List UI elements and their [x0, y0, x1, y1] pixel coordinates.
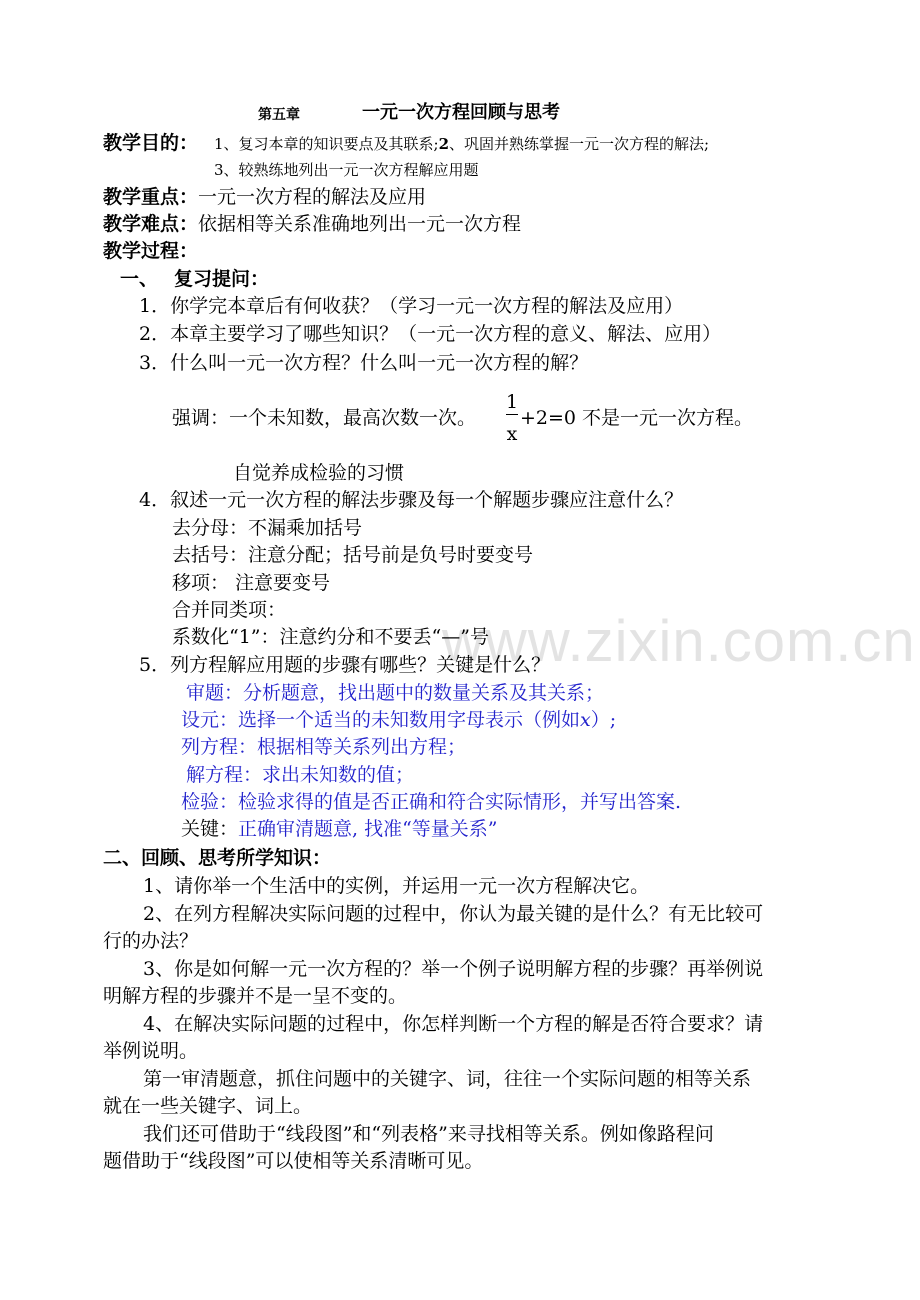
goal-2-number: 2	[438, 135, 450, 153]
goal-3: 3、较熟练地列出一元一次方程解应用题	[214, 161, 479, 179]
paragraph-2-line-1: 2、在列方程解决实际问题的过程中，你认为最关键的是什么？有无比较可	[143, 903, 764, 925]
goal-1: 1、复习本章的知识要点及其联系;	[214, 135, 439, 153]
fraction-bar	[506, 414, 518, 415]
difficulty-label: 教学难点：	[103, 213, 199, 235]
paragraph-6-line-1: 我们还可借助于“线段图”和“列表格”来寻找相等关系。例如像路程问	[143, 1123, 714, 1145]
solve-step-variable	[181, 707, 616, 733]
solve-step-equation: 列方程：根据相等关系列出方程；	[181, 736, 467, 758]
step-combine: 合并同类项：	[172, 599, 287, 621]
step-parentheses: 去括号：注意分配；括号前是负号时要变号	[172, 544, 534, 566]
watermark: www.zixin.com.cn	[442, 609, 916, 674]
emphasis-suffix: +2=0 不是一元一次方程。	[520, 407, 754, 429]
solve-step-variable-text: 设元：选择一个适当的未知数用字母表示（例如	[181, 709, 581, 731]
paragraph-6-line-2: 题借助于“线段图”可以使相等关系清晰可见。	[103, 1150, 484, 1172]
variable-x: x	[580, 709, 591, 731]
question-5: 5．列方程解应用题的步骤有哪些？关键是什么？	[139, 654, 551, 676]
goals-label: 教学目的：	[103, 132, 199, 154]
step-transpose: 移项： 注意要变号	[172, 572, 331, 594]
solve-step-check: 检验：检验求得的值是否正确和符合实际情形，并写出答案.	[181, 791, 682, 813]
paragraph-5-line-1: 第一审清题意，抓住问题中的关键字、词，往往一个实际问题的相等关系	[143, 1068, 752, 1090]
difficulty-text: 依据相等关系准确地列出一元一次方程	[198, 213, 522, 235]
section-1-title: 复习提问：	[174, 268, 270, 290]
page-title: 一元一次方程回顾与思考	[362, 102, 560, 123]
key-point	[103, 184, 426, 210]
habit-note: 自觉养成检验的习惯	[233, 462, 405, 484]
key-text: 正确审清题意, 找准“等量关系”	[238, 818, 498, 840]
question-1: 1．你学完本章后有何收获？（学习一元一次方程的解法及应用）	[139, 295, 684, 317]
fraction-denominator: x	[506, 423, 518, 445]
section-1-number: 一、	[120, 268, 159, 290]
paragraph-5-line-2: 就在一些关键字、词上。	[103, 1095, 313, 1117]
emphasis-prefix: 强调：一个未知数，最高次数一次。	[172, 407, 477, 429]
step-denominator: 去分母：不漏乘加括号	[172, 517, 363, 539]
key-point-label: 教学重点：	[103, 186, 199, 208]
goal-2: 、巩固并熟练掌握一元一次方程的解法;	[449, 135, 710, 153]
question-2: 2．本章主要学习了哪些知识？（一元一次方程的意义、解法、应用）	[139, 323, 722, 345]
key-line	[181, 816, 498, 842]
goals-line-1	[214, 131, 709, 157]
step-coefficient: 系数化“1”：注意约分和不要丢“—”号	[172, 626, 489, 648]
fraction-numerator: 1	[505, 391, 519, 413]
solve-step-solve: 解方程：求出未知数的值；	[186, 764, 415, 786]
key-point-text: 一元一次方程的解法及应用	[198, 186, 427, 208]
key-label: 关键：	[181, 818, 239, 840]
process-label: 教学过程：	[103, 240, 199, 262]
solve-step-variable-close: ）;	[590, 709, 617, 731]
difficulty	[103, 211, 521, 237]
solve-step-read: 审题：分析题意，找出题中的数量关系及其关系；	[186, 682, 605, 704]
question-4: 4．叙述一元一次方程的解法步骤及每一个解题步骤应注意什么？	[139, 489, 684, 511]
section-2-title: 二、回顾、思考所学知识：	[103, 847, 332, 869]
question-3: 3．什么叫一元一次方程？什么叫一元一次方程的解？	[139, 352, 589, 374]
chapter-label: 第五章	[258, 107, 300, 123]
paragraph-4-line-1: 4、在解决实际问题的过程中，你怎样判断一个方程的解是否符合要求？请	[143, 1013, 764, 1035]
paragraph-1: 1、请你举一个生活中的实例，并运用一元一次方程解决它。	[143, 875, 650, 897]
paragraph-4-line-2: 举例说明。	[103, 1040, 199, 1062]
paragraph-3-line-2: 明解方程的步骤并不是一呈不变的。	[103, 985, 408, 1007]
paragraph-2-line-2: 行的办法？	[103, 930, 199, 952]
paragraph-3-line-1: 3、你是如何解一元一次方程的？举一个例子说明解方程的步骤？再举例说	[143, 958, 764, 980]
